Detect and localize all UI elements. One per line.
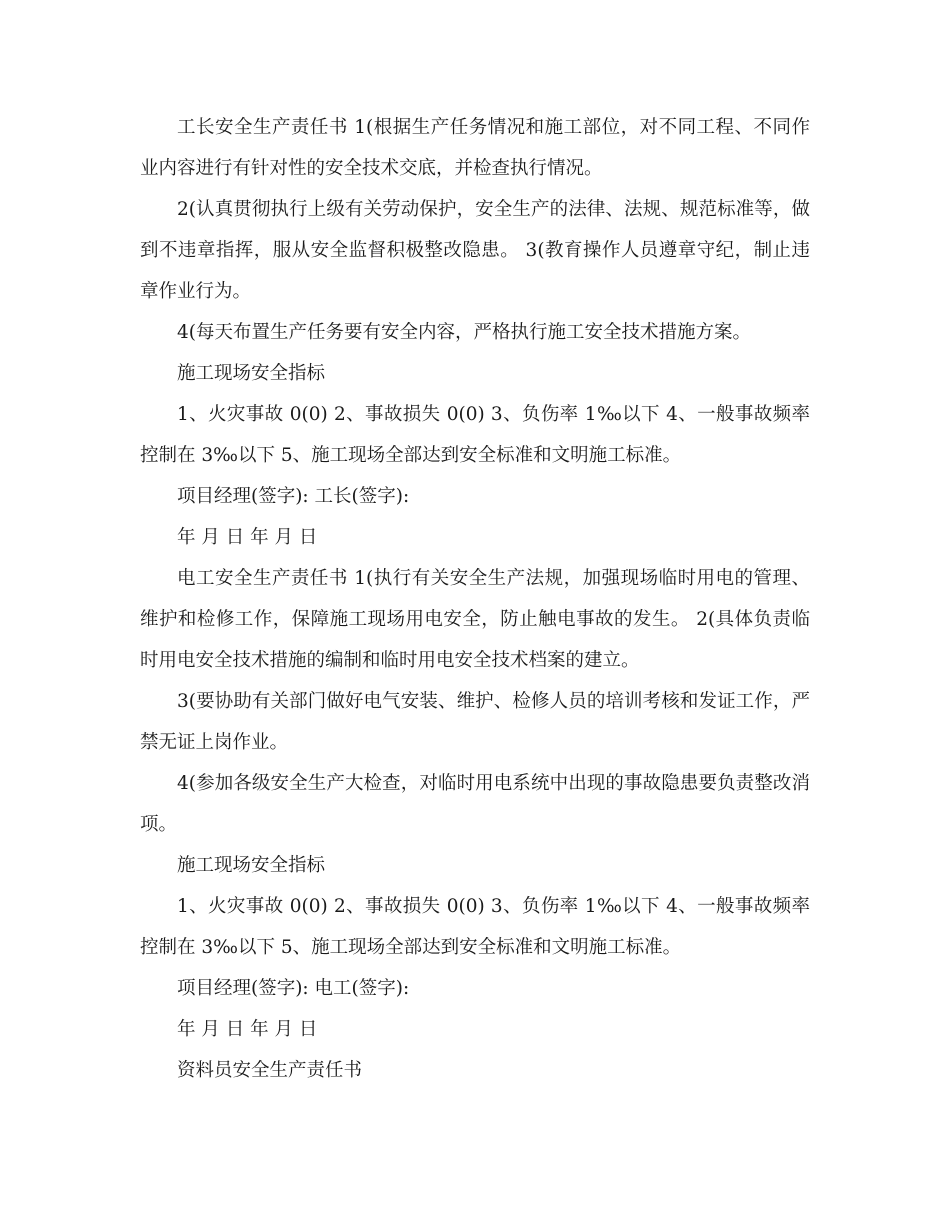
paragraph-safety-indicators-2: 1、火灾事故 0(0) 2、事故损失 0(0) 3、负伤率 1‰以下 4、一般事故频率控制在 3‰以下 5、施工现场全部达到安全标准和文明施工标准。: [140, 896, 810, 958]
date-line-foreman: 年 月 日 年 月 日: [177, 527, 318, 548]
paragraph-electrician-responsibility-4: 4(参加各级安全生产大检查，对临时用电系统中出现的事故隐患要负责整改消项。: [140, 773, 810, 835]
signature-line-foreman: 项目经理(签字): 工长(签字):: [177, 486, 410, 507]
paragraph-foreman-responsibility-1: 工长安全生产责任书 1(根据生产任务情况和施工部位，对不同工程、不同作业内容进行有针对性的安全技术交底，并检查执行情况。: [140, 117, 810, 179]
heading-site-safety-indicators-2: 施工现场安全指标: [177, 855, 326, 876]
date-line-electrician: 年 月 日 年 月 日: [177, 1019, 318, 1040]
paragraph-electrician-responsibility-1: 电工安全生产责任书 1(执行有关安全生产法规，加强现场临时用电的管理、维护和检修工作，保障施工现场用电安全，防止触电事故的发生。 2(具体负责临时用电安全技术措施的编制和临时用电安全技术档案的建立。: [140, 568, 810, 671]
heading-data-clerk-responsibility: 资料员安全生产责任书: [177, 1060, 363, 1081]
paragraph-safety-indicators: 1、火灾事故 0(0) 2、事故损失 0(0) 3、负伤率 1‰以下 4、一般事故频率控制在 3‰以下 5、施工现场全部达到安全标准和文明施工标准。: [140, 404, 810, 466]
heading-site-safety-indicators: 施工现场安全指标: [177, 363, 326, 384]
paragraph-foreman-responsibility-2: 2(认真贯彻执行上级有关劳动保护，安全生产的法律、法规、规范标准等，做到不违章指挥，服从安全监督积极整改隐患。 3(教育操作人员遵章守纪，制止违章作业行为。: [140, 199, 810, 302]
signature-line-electrician: 项目经理(签字): 电工(签字):: [177, 978, 410, 999]
paragraph-foreman-responsibility-4: 4(每天布置生产任务要有安全内容，严格执行施工安全技术措施方案。: [177, 322, 751, 343]
paragraph-electrician-responsibility-3: 3(要协助有关部门做好电气安装、维护、检修人员的培训考核和发证工作，严禁无证上岗作业。: [140, 691, 810, 753]
